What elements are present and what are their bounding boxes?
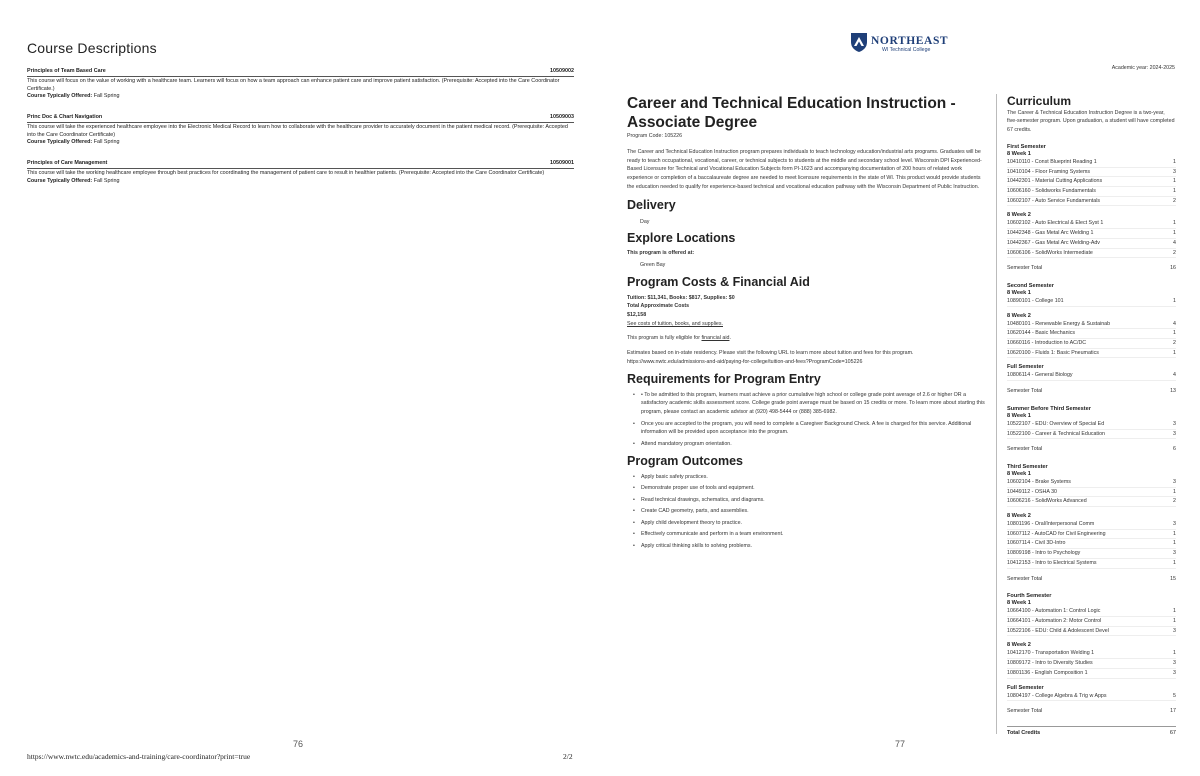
- total-credits-value: 67: [1169, 729, 1176, 736]
- course-label: 10620100 - Fluids 1: Basic Pneumatics: [1007, 349, 1099, 356]
- credit-value: 3: [1173, 550, 1176, 557]
- semester-total-value: 17: [1170, 708, 1176, 715]
- course-header: [27, 160, 574, 169]
- course-label: 10410110 - Const Blueprint Reading 1: [1007, 158, 1097, 165]
- table-row: [1007, 530, 1176, 540]
- table-row: [1007, 320, 1176, 330]
- total-credits-label: Total Credits: [1007, 729, 1041, 736]
- term-group-name: 8 Week 2: [1007, 642, 1031, 649]
- course-label: 10606216 - SolidWorks Advanced: [1007, 498, 1087, 505]
- semester-total-value: 16: [1170, 265, 1176, 272]
- curriculum-panel: [996, 94, 1176, 734]
- semester-total-row: [1007, 575, 1176, 584]
- course-code: 10509002: [550, 68, 574, 74]
- table-row: [1007, 219, 1176, 229]
- table-row: [1007, 539, 1176, 549]
- table-row: [1007, 297, 1176, 307]
- table-row: [1007, 627, 1176, 637]
- term-group-name: 8 Week 1: [1007, 289, 1031, 296]
- semester-name: Fourth Semester: [1007, 593, 1052, 600]
- semester-total-label: Semester Total: [1007, 708, 1043, 715]
- financial-aid-link[interactable]: financial aid: [701, 335, 730, 342]
- credit-value: 3: [1173, 660, 1176, 667]
- locations-label: This program is offered at:: [627, 250, 695, 257]
- logo-subtitle: WI Technical College: [882, 47, 931, 53]
- outcomes-list: [627, 473, 985, 551]
- course-label: 10809198 - Intro to Psychology: [1007, 550, 1081, 557]
- credit-value: 1: [1173, 540, 1176, 547]
- course-label: 10602104 - Brake Systems: [1007, 478, 1071, 485]
- course-label: 10602102 - Auto Electrical & Elect Syst 1: [1007, 220, 1104, 227]
- table-row: [1007, 349, 1176, 359]
- credit-value: 1: [1173, 530, 1176, 537]
- credit-value: 1: [1173, 617, 1176, 624]
- term-group-name: 8 Week 2: [1007, 513, 1031, 520]
- semester-total-value: 15: [1170, 575, 1176, 582]
- section-title-costs: Program Costs & Financial Aid: [627, 274, 810, 289]
- course-offered: [27, 93, 574, 101]
- offered-label: Course Typically Offered:: [27, 177, 93, 184]
- page-title: Course Descriptions: [27, 40, 157, 56]
- credit-value: 1: [1173, 650, 1176, 657]
- credit-value: 2: [1173, 249, 1176, 256]
- credit-value: 2: [1173, 197, 1176, 204]
- course-offered: [27, 178, 574, 186]
- course-label: 10449112 - OSHA 30: [1007, 488, 1057, 495]
- aid-prefix: This program is fully eligible for: [627, 335, 702, 342]
- credit-value: 1: [1173, 608, 1176, 615]
- term-group-name: 8 Week 2: [1007, 312, 1031, 319]
- course-label: 10806114 - General Biology: [1007, 372, 1073, 379]
- course-label: 10890101 - College 101: [1007, 297, 1064, 304]
- credit-value: 1: [1173, 297, 1176, 304]
- semester-name: Summer Before Third Semester: [1007, 405, 1091, 412]
- term-group-name: Full Semester: [1007, 684, 1044, 691]
- semester-total-label: Semester Total: [1007, 575, 1043, 582]
- costs-link[interactable]: See costs of tuition, books, and supplies.: [627, 320, 723, 327]
- semester-name: Second Semester: [1007, 282, 1054, 289]
- program-intro: The Career and Technical Education Instruction program prepares individuals to teach technology education/industrial arts programs. Graduates will be ready to teach occupational, vocational, career, or technical subjects to students at the middle and secondary school level. Wisconsin DPI Experienced-Based Licensure for Technical and Vocational Education Subjects form PI-1623 and accompanying documentation of 200 hours of related work experience or completion of a baccalaureate degree are needed to meet licensure requirements in the state of WI. This product would provide students the education needed to qualify for experience-based technical and vocational education pathway with the Wisconsin Department of Public Instruction.: [627, 149, 982, 190]
- semester-block: [1007, 283, 1176, 396]
- course-label: 10801136 - English Composition 1: [1007, 669, 1088, 676]
- section-title-delivery: Delivery: [627, 197, 676, 212]
- credit-value: 1: [1173, 158, 1176, 165]
- table-row: [1007, 187, 1176, 197]
- table-row: [1007, 549, 1176, 559]
- table-row: [1007, 239, 1176, 249]
- table-row: [1007, 229, 1176, 239]
- credit-value: 3: [1173, 478, 1176, 485]
- estimates-note: Estimates based on in-state residency. Please visit the following URL to learn more about tuition and fees for this program.: [627, 350, 914, 357]
- course-label: 10442367 - Gas Metal Arc Welding-Adv: [1007, 239, 1100, 246]
- table-row: [1007, 339, 1176, 349]
- credit-value: 4: [1173, 239, 1176, 246]
- semester-total-label: Semester Total: [1007, 265, 1043, 272]
- course-description: This course will take the experienced healthcare employee into the Electronic Medical Record to learn how to collaborate with the healthcare provider to accurately document in the patient medical record. (Prerequisite: Accepted into the Care Coordinator Certificate): [27, 123, 568, 138]
- course-label: 10410104 - Floor Framing Systems: [1007, 168, 1091, 175]
- list-item: • Demonstrate proper use of tools and equipment.: [637, 484, 985, 493]
- course-name: Princ Doc & Chart Navigation: [27, 114, 103, 120]
- shield-icon: [850, 31, 868, 53]
- list-item: • Effectively communicate and perform in a team environment.: [637, 530, 985, 539]
- page-number: 76: [293, 739, 304, 749]
- credit-value: 1: [1173, 188, 1176, 194]
- semester-total-label: Semester Total: [1007, 388, 1043, 395]
- semester-block: [1007, 144, 1176, 273]
- course-label: 10522107 - EDU: Overview of Special Ed: [1007, 420, 1105, 427]
- course-label: 10607114 - Civil 3D-Intro: [1007, 540, 1066, 547]
- semester-block: [1007, 593, 1176, 716]
- table-row: [1007, 371, 1176, 381]
- course-header: [27, 114, 574, 123]
- costs-line: Tuition: $11,341, Books: $817, Supplies: $0: [627, 294, 735, 301]
- semester-total-value: 6: [1173, 446, 1176, 453]
- course-entry: [27, 114, 574, 147]
- college-logo: [850, 31, 960, 55]
- course-label: 10620144 - Basic Mechanics: [1007, 330, 1076, 337]
- table-row: [1007, 430, 1176, 440]
- credit-value: 1: [1173, 330, 1176, 337]
- table-row: [1007, 659, 1176, 669]
- course-label: 10412153 - Intro to Electrical Systems: [1007, 559, 1097, 566]
- section-title-outcomes: Program Outcomes: [627, 453, 744, 468]
- course-description: This course will focus on the value of working with a healthcare team. Learners will focus on how a team approach can enhance patient care and improve patient satisfaction. (Prerequisite: Accepted into the Care Coordinator Certificate.): [27, 77, 560, 92]
- list-item: • Attend mandatory program orientation.: [637, 440, 985, 449]
- term-group-name: 8 Week 2: [1007, 212, 1031, 219]
- table-row: [1007, 197, 1176, 207]
- table-row: [1007, 420, 1176, 430]
- credit-value: 3: [1173, 168, 1176, 175]
- credit-value: 1: [1173, 230, 1176, 237]
- course-label: 10412170 - Transportation Welding 1: [1007, 650, 1095, 657]
- right-page: [600, 0, 1200, 776]
- semester-total-row: [1007, 707, 1176, 716]
- course-label: 10442301 - Material Cutting Applications: [1007, 178, 1103, 185]
- logo-name: NORTHEAST: [871, 35, 949, 47]
- table-row: [1007, 168, 1176, 178]
- semester-total-value: 13: [1170, 388, 1176, 395]
- semester-total-row: [1007, 387, 1176, 396]
- course-label: 10602107 - Auto Service Fundamentals: [1007, 197, 1101, 204]
- credit-value: 1: [1173, 220, 1176, 227]
- course-label: 10522100 - Career & Technical Education: [1007, 430, 1105, 437]
- semester-name: First Semester: [1007, 143, 1046, 150]
- course-name: Principles of Team Based Care: [27, 68, 106, 74]
- course-label: 10480101 - Renewable Energy & Sustainab: [1007, 320, 1111, 327]
- credit-value: 1: [1173, 559, 1176, 566]
- list-item: • Apply child development theory to practice.: [637, 519, 985, 528]
- course-entry: [27, 68, 574, 101]
- offered-value: Fall Spring: [93, 177, 120, 184]
- costs-total-label: Total Approximate Costs: [627, 303, 690, 310]
- table-row: [1007, 649, 1176, 659]
- curriculum-title: Curriculum: [1007, 94, 1072, 108]
- section-title-locations: Explore Locations: [627, 231, 736, 246]
- section-title-requirements: Requirements for Program Entry: [627, 371, 821, 386]
- table-row: [1007, 669, 1176, 679]
- print-footer-pager: 2/2: [563, 752, 573, 761]
- location-value: Green Bay: [640, 261, 666, 268]
- table-row: [1007, 488, 1176, 498]
- delivery-value: Day: [640, 218, 650, 225]
- course-code: 10509003: [550, 114, 574, 120]
- credit-value: 3: [1173, 521, 1176, 528]
- course-label: 10607112 - AutoCAD for Civil Engineering: [1007, 530, 1106, 537]
- course-label: 10664100 - Automation 1: Control Logic: [1007, 608, 1101, 615]
- course-description: This course will take the working healthcare employee through best practices for coordinating the management of patient care to result in healthier patients. (Prerequisite: Accepted into the Care Coordinator Certificate): [27, 169, 545, 176]
- offered-label: Course Typically Offered:: [27, 93, 93, 100]
- table-row: [1007, 520, 1176, 530]
- page-number: 77: [895, 739, 906, 749]
- list-item: • Create CAD geometry, parts, and assemblies.: [637, 507, 985, 516]
- semester-block: [1007, 406, 1176, 454]
- table-row: [1007, 478, 1176, 488]
- table-row: [1007, 617, 1176, 627]
- credit-value: 1: [1173, 349, 1176, 356]
- offered-value: Fall Spring: [93, 93, 120, 100]
- credit-value: 2: [1173, 498, 1176, 505]
- table-row: [1007, 329, 1176, 339]
- semester-total-row: [1007, 264, 1176, 273]
- course-name: Principles of Care Management: [27, 160, 108, 166]
- costs-total: $12,158: [627, 312, 647, 319]
- list-item: • Apply critical thinking skills to solving problems.: [637, 542, 985, 551]
- course-code: 10509001: [550, 160, 574, 166]
- offered-label: Course Typically Offered:: [27, 139, 93, 146]
- term-group-name: 8 Week 1: [1007, 150, 1031, 157]
- semester-total-row: [1007, 445, 1176, 454]
- credit-value: 3: [1173, 430, 1176, 437]
- list-item: • Apply basic safety practices.: [637, 473, 985, 482]
- course-label: 10442348 - Gas Metal Arc Welding 1: [1007, 230, 1094, 237]
- tuition-url[interactable]: https://www.nwtc.edu/admissions-and-aid/paying-for-college/tuition-and-fees?ProgramCode=105226: [627, 358, 863, 365]
- course-label: 10660116 - Introduction to AC/DC: [1007, 340, 1087, 347]
- credit-value: 2: [1173, 340, 1176, 347]
- term-group-name: Full Semester: [1007, 364, 1044, 371]
- list-item: • Read technical drawings, schematics, and diagrams.: [637, 496, 985, 505]
- financial-aid-line: [627, 334, 985, 343]
- table-row: [1007, 177, 1176, 187]
- print-footer-url: https://www.nwtc.edu/academics-and-training/care-coordinator?print=true: [27, 752, 251, 761]
- course-offered: [27, 139, 574, 147]
- semester-total-label: Semester Total: [1007, 446, 1043, 453]
- term-group-name: 8 Week 1: [1007, 600, 1031, 607]
- total-credits-row: [1007, 726, 1176, 738]
- program-title: Career and Technical Education Instruction - Associate Degree: [627, 95, 956, 131]
- credit-value: 1: [1173, 178, 1176, 185]
- table-row: [1007, 497, 1176, 507]
- credit-value: 1: [1173, 488, 1176, 495]
- table-row: [1007, 249, 1176, 259]
- offered-value: Fall Spring: [93, 139, 120, 146]
- credit-value: 3: [1173, 669, 1176, 676]
- curriculum-description: The Career & Technical Education Instruction Degree is a two-year, five-semester program. Upon graduation, a student will have completed 67 credits.: [1007, 110, 1175, 133]
- term-group-name: 8 Week 1: [1007, 470, 1031, 477]
- table-row: [1007, 692, 1176, 702]
- course-label: 10809172 - Intro to Diversity Studies: [1007, 660, 1093, 667]
- academic-year: Academic year: 2024-2025: [1111, 65, 1175, 71]
- credit-value: 4: [1173, 372, 1176, 379]
- course-label: 10606106 - SolidWorks Intermediate: [1007, 249, 1093, 256]
- course-entry: [27, 160, 574, 185]
- credit-value: 3: [1173, 420, 1176, 427]
- semester-name: Third Semester: [1007, 463, 1048, 470]
- table-row: [1007, 559, 1176, 569]
- credit-value: 4: [1173, 320, 1176, 327]
- credit-value: 3: [1173, 627, 1176, 634]
- course-label: 10804197 - College Algebra & Trig w Apps: [1007, 692, 1107, 699]
- table-row: [1007, 158, 1176, 168]
- course-label: 10522106 - EDU: Child & Adolescent Devel: [1007, 627, 1109, 634]
- list-item: • Once you are accepted to the program, you will need to complete a Caregiver Background Check. A fee is charged for this service. Additional information will be provided upon acceptance into the program.: [637, 420, 985, 437]
- program-code: Program Code: 105226: [627, 133, 683, 139]
- table-row: [1007, 607, 1176, 617]
- course-label: 10606160 - Solidworks Fundamentals: [1007, 188, 1096, 194]
- program-details: [627, 94, 985, 553]
- term-group-name: 8 Week 1: [1007, 412, 1031, 419]
- semester-block: [1007, 464, 1176, 583]
- list-item: • • To be admitted to this program, learners must achieve a prior cumulative high school or college grade point average of 2.6 or higher OR a satisfactory academic skills assessment score. College grade point average must be based on 15 credits or more. To learn more about starting this program, please contact an academic advisor at (920) 498-5444 or (888) 385-6982.: [637, 391, 985, 417]
- aid-suffix: .: [729, 335, 731, 342]
- course-label: 10664101 - Automation 2: Motor Control: [1007, 617, 1102, 624]
- course-label: 10801196 - Oral/Interpersonal Comm: [1007, 521, 1095, 528]
- requirements-list: [627, 391, 985, 449]
- credit-value: 5: [1173, 692, 1176, 699]
- course-header: [27, 68, 574, 77]
